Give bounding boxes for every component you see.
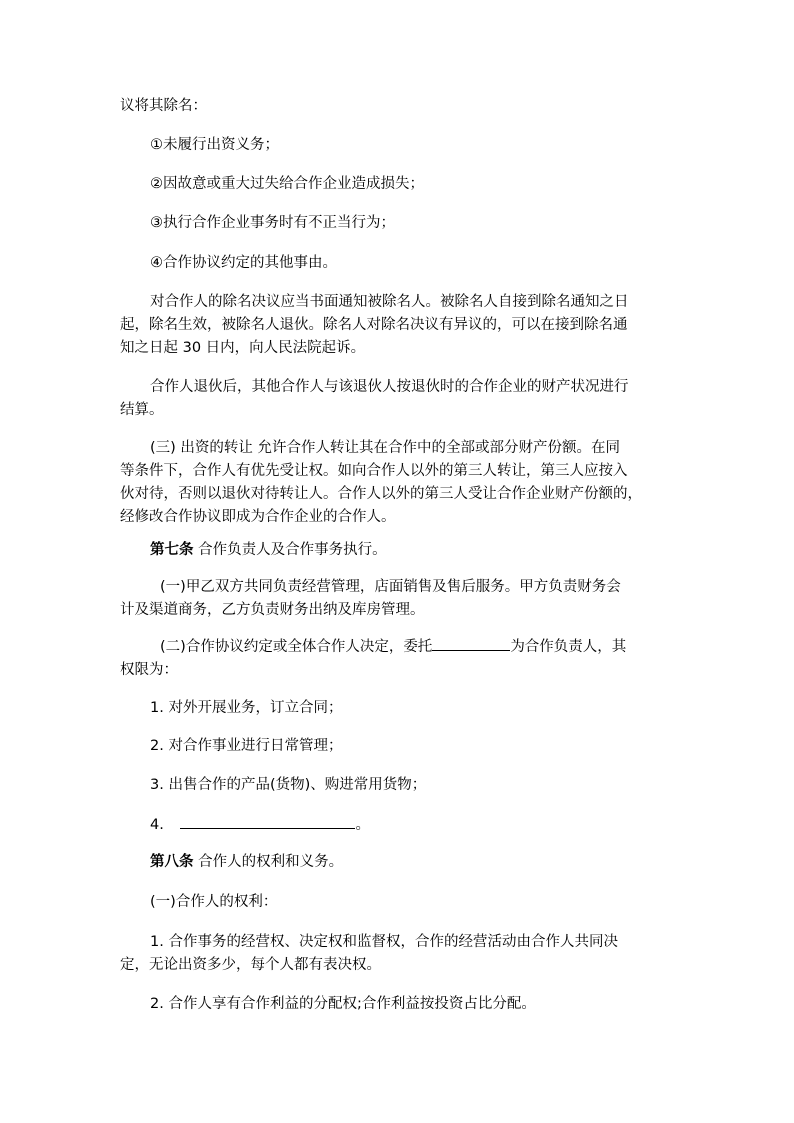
list-punctuation: 。 xyxy=(355,817,370,833)
article-number: 第八条 xyxy=(150,854,194,870)
paragraph-line: 结算。 xyxy=(120,402,164,418)
paragraph-line: (一)甲乙双方共同负责经营管理，店面销售及售后服务。甲方负责财务会 xyxy=(160,579,621,595)
paragraph-text: (二)合作协议约定或全体合作人决定，委托 xyxy=(160,639,433,655)
paragraph-line: 议将其除名： xyxy=(120,98,207,114)
paragraph-line: 权限为： xyxy=(120,662,178,678)
article-title: 合作人的权利和义务。 xyxy=(193,854,344,870)
article-heading xyxy=(150,850,343,874)
list-item xyxy=(150,813,370,837)
paragraph-line: (一)合作人的权利： xyxy=(150,894,278,910)
fill-in-blank xyxy=(432,635,510,651)
paragraph-line: 对合作人的除名决议应当书面通知被除名人。被除名人自接到除名通知之日 xyxy=(150,294,629,310)
paragraph-line: 经修改合作协议即成为合作企业的合作人。 xyxy=(120,509,396,525)
list-number: 4. xyxy=(150,817,169,833)
paragraph-line: 伙对待，否则以退伙对待转让人。合作人以外的第三人受让合作企业财产份额的， xyxy=(120,486,642,502)
paragraph-line xyxy=(160,635,626,659)
article-heading xyxy=(150,538,387,562)
list-item: 2. 对合作事业进行日常管理； xyxy=(150,738,343,754)
article-number: 第七条 xyxy=(150,542,194,558)
paragraph-line: 合作人退伙后，其他合作人与该退伙人按退伙时的合作企业的财产状况进行 xyxy=(150,379,629,395)
list-item: ④合作协议约定的其他事由。 xyxy=(150,255,337,271)
paragraph-line: 起，除名生效，被除名人退伙。除名人对除名决议有异议的，可以在接到除名通 xyxy=(120,317,628,333)
list-item: ①未履行出资义务； xyxy=(150,137,279,153)
list-item: 1. 对外开展业务，订立合同； xyxy=(150,700,343,716)
paragraph-line: 计及渠道商务，乙方负责财务出纳及库房管理。 xyxy=(120,602,425,618)
list-item: 2. 合作人享有合作利益的分配权;合作利益按投资占比分配。 xyxy=(150,996,536,1012)
paragraph-text: 为合作负责人，其 xyxy=(510,639,627,655)
list-item: ③执行合作企业事务时有不正当行为； xyxy=(150,215,395,231)
list-item: ②因故意或重大过失给合作企业造成损失； xyxy=(150,176,424,192)
paragraph-line: 定，无论出资多少，每个人都有表决权。 xyxy=(120,957,381,973)
paragraph-line: 知之日起 30 日内，向人民法院起诉。 xyxy=(120,340,366,356)
paragraph-line: (三) 出资的转让 允许合作人转让其在合作中的全部或部分财产份额。在同 xyxy=(150,440,621,456)
fill-in-blank xyxy=(180,813,355,829)
list-item: 1. 合作事务的经营权、决定权和监督权，合作的经营活动由合作人共同决 xyxy=(150,934,618,950)
paragraph-line: 等条件下，合作人有优先受让权。如向合作人以外的第三人转让，第三人应按入 xyxy=(120,463,628,479)
list-item: 3. 出售合作的产品(货物)、购进常用货物； xyxy=(150,777,427,793)
article-title: 合作负责人及合作事务执行。 xyxy=(193,542,387,558)
